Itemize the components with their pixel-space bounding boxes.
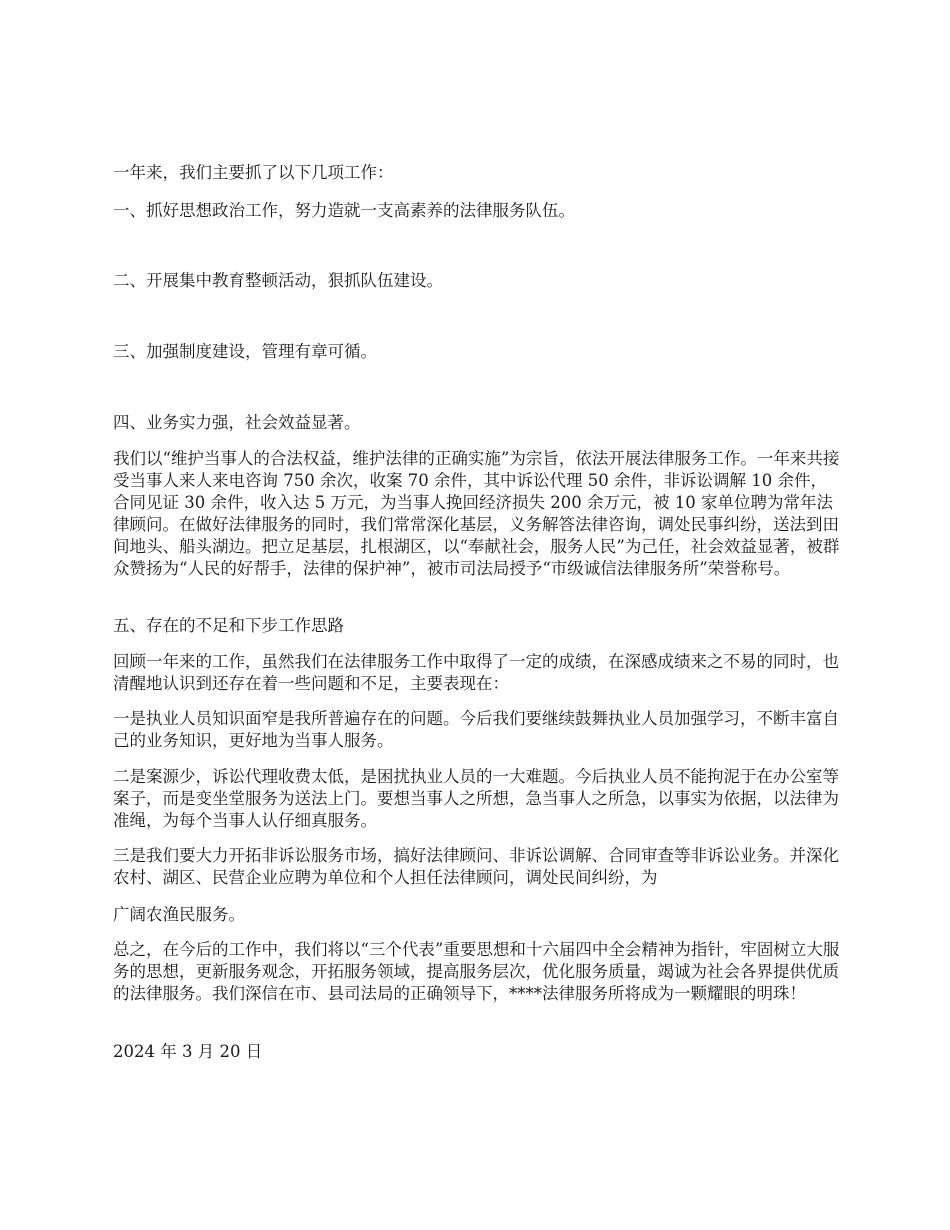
- section-heading-3: 三、加强制度建设，管理有章可循。: [113, 342, 377, 361]
- body-paragraph-issue-1: 一是执业人员知识面窄是我所普遍存在的问题。今后我们要继续鼓舞执业人员加强学习，不断丰富自己的业务知识，更好地为当事人服务。: [113, 709, 839, 750]
- body-paragraph-issue-2: 二是案源少，诉讼代理收费太低，是困扰执业人员的一大难题。今后执业人员不能拘泥于在办公室等案子，而是变坐堂服务为送法上门。要想当事人之所想，急当事人之所急，以事实为依据，以法律为准绳，为每个当事人认仔细真服务。: [113, 767, 839, 830]
- intro-paragraph: 一年来，我们主要抓了以下几项工作：: [113, 163, 394, 182]
- section-heading-1: 一、抓好思想政治工作，努力造就一支高素养的法律服务队伍。: [113, 201, 575, 220]
- section-heading-2: 二、开展集中教育整顿活动，狠抓队伍建设。: [113, 271, 443, 290]
- body-paragraph-issue-3: 三是我们要大力开拓非诉讼服务市场，搞好法律顾问、非诉讼调解、合同审查等非诉讼业务。并深化农村、湖区、民营企业应聘为单位和个人担任法律顾问，调处民间纠纷，为: [113, 846, 839, 887]
- section-heading-4: 四、业务实力强，社会效益显著。: [113, 413, 361, 432]
- body-paragraph-review: 回顾一年来的工作，虽然我们在法律服务工作中取得了一定的成绩，在深感成绩来之不易的同时，也清醒地认识到还存在着一些问题和不足，主要表现在：: [113, 652, 839, 693]
- document-date: 2024 年 3 月 20 日: [113, 1042, 263, 1061]
- body-paragraph-conclusion: 总之，在今后的工作中，我们将以“三个代表”重要思想和十六届四中全会精神为指针，牢固树立大服务的思想，更新服务观念，开拓服务领域，提高服务层次，优化服务质量，竭诚为社会各界提供优质的法律服务。我们深信在市、县司法局的正确领导下，****法律服务所将成为一颗耀眼的明珠！: [113, 940, 840, 1003]
- section-heading-5: 五、存在的不足和下步工作思路: [113, 616, 344, 635]
- body-paragraph-services: 我们以“维护当事人的合法权益，维护法律的正确实施”为宗旨，依法开展法律服务工作。一年来共接受当事人来人来电咨询 750 余次，收案 70 余件，其中诉讼代理 50 余件，非诉讼调解 10 余件，合同见证 30 余件，收入达 5 万元，为当事人挽回经济损失 200 余万元，被 10 家单位聘为常年法律顾问。在做好法律服务的同时，我们常常深化基层，义务解答法律咨询，调处民事纠纷，送法到田间地头、船头湖边。把立足基层，扎根湖区，以“奉献社会，服务人民”为己任，社会效益显著，被群众赞扬为“人民的好帮手，法律的保护神”，被市司法局授予“市级诚信法律服务所”荣誉称号。: [113, 449, 840, 578]
- body-paragraph-issue-3-cont: 广阔农渔民服务。: [113, 905, 245, 924]
